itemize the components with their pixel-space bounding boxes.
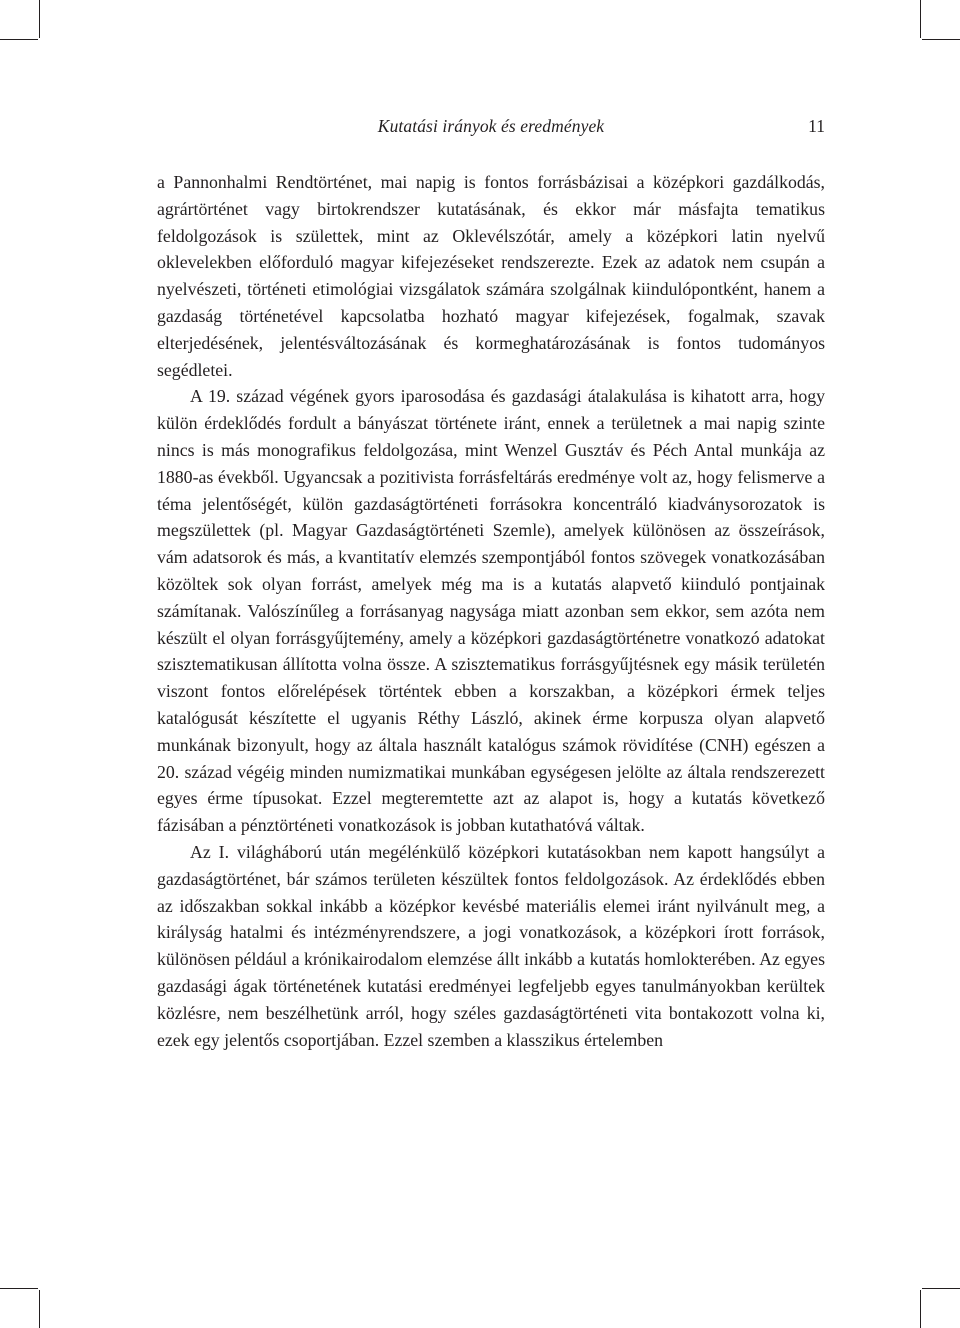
running-title: Kutatási irányok és eredmények — [377, 116, 605, 136]
paragraph: a Pannonhalmi Rendtörténet, mai napig is fontos forrásbázisai a középkori gazdálkodás, agrártörténet vagy birtokrendszer kutatásának, és ekkor már másfajta tematikus feldolgozások is születtek, mint az Oklevélszótár, amely a középkori latin nyelvű oklevelekben előforduló magyar kifejezéseket rendszerezte. Ezek az adatok nem csupán a nyelvészeti, történeti etimológiai vizsgálatok számára szolgálnak kiindulópontként, hanem a gazdaság történetével kapcsolatba hozható magyar kifejezések, fogalmak, szavak elterjedésének, jelentésváltozásának és kormeghatározásának is fontos tudományos segédletei. — [157, 172, 825, 380]
crop-mark-bottom-right — [920, 1290, 921, 1328]
page-number: 11 — [808, 116, 825, 136]
paragraph: Az I. világháború után megélénkülő középkori kutatásokban nem kapott hangsúlyt a gazdaságtörténet, bár számos területen készültek fontos feldolgozások. Az érdeklődés ebben az időszakban sokkal inkább a középkor kevésbé materiális elemei iránt nyilvánult meg, a királyság hatalmi és intézményrendszere, a jogi vonatkozások, a középkori írott források, különösen például a krónikairodalom elemzése állt inkább a kutatás homlokterében. Az egyes gazdasági ágak történetének kutatási eredményei legfeljebb egyes tanulmányokban kerültek közlésre, nem beszélhetünk arról, hogy széles gazdaságtörténeti vita bontakozott volna ki, ezek egy jelentős csoportjában. Ezzel szemben a klasszikus értelemben — [157, 841, 825, 1050]
crop-mark-top-right-horizontal — [922, 39, 960, 40]
crop-mark-top-left-horizontal — [0, 39, 38, 40]
body-text — [157, 169, 825, 1053]
crop-mark-top-right — [920, 0, 921, 38]
crop-mark-bottom-left-horizontal — [0, 1288, 38, 1289]
paragraph: A 19. század végének gyors iparosodása és gazdasági átalakulása is kihatott arra, hogy külön érdeklődés fordult a bányászat története iránt, ennek a területnek a mai napig szinte nincs is más monografikus feldolgozása, mint Wenzel Gusztáv és Péch Antal munkája az 1880-as évekből. Ugyancsak a pozitivista forrásfeltárás eredménye volt az, hogy felismerve a téma jelentőségét, külön gazdaságtörténeti forrásokra koncentráló kiadványsorozatok is megszülettek (pl. Magyar Gazdaságtörténeti Szemle), amelyek különösen az összeírások, vám adatsorok és más, a kvantitatív elemzés szempontjából fontos szövegek vonatkozásában közöltek sok olyan forrást, amelyek még ma is a kutatás alapvető kiinduló pontjainak számítanak. Valószínűleg a forrásanyag nagysága miatt azonban sem ekkor, sem azóta nem készült el olyan forrásgyűjtemény, amely a középkori gazdaságtörténetre vonatkozó adatokat szisztematikusan állította volna össze. A szisztematikus forrásgyűjtésnek egy másik területén viszont fontos előrelépések történtek ebben a korszakban, a középkori érmek teljes katalógusát készítette el ugyanis Réthy László, akinek érme korpusza olyan alapvető munkának bizonyult, hogy az általa használt katalógus számok rövidítése (CNH) egészen a 20. század végéig minden numizmatikai munkában egységesen jelölte az általa rendszerezett egyes érme típusokat. Ezzel megteremtette azt az alapot is, hogy a kutatás következő fázisában a pénztörténeti vonatkozások is jobban kutathatóvá váltak. — [157, 386, 825, 836]
running-header — [157, 116, 825, 142]
crop-mark-top-left — [39, 0, 40, 38]
crop-mark-bottom-right-horizontal — [922, 1288, 960, 1289]
crop-mark-bottom-left — [39, 1290, 40, 1328]
